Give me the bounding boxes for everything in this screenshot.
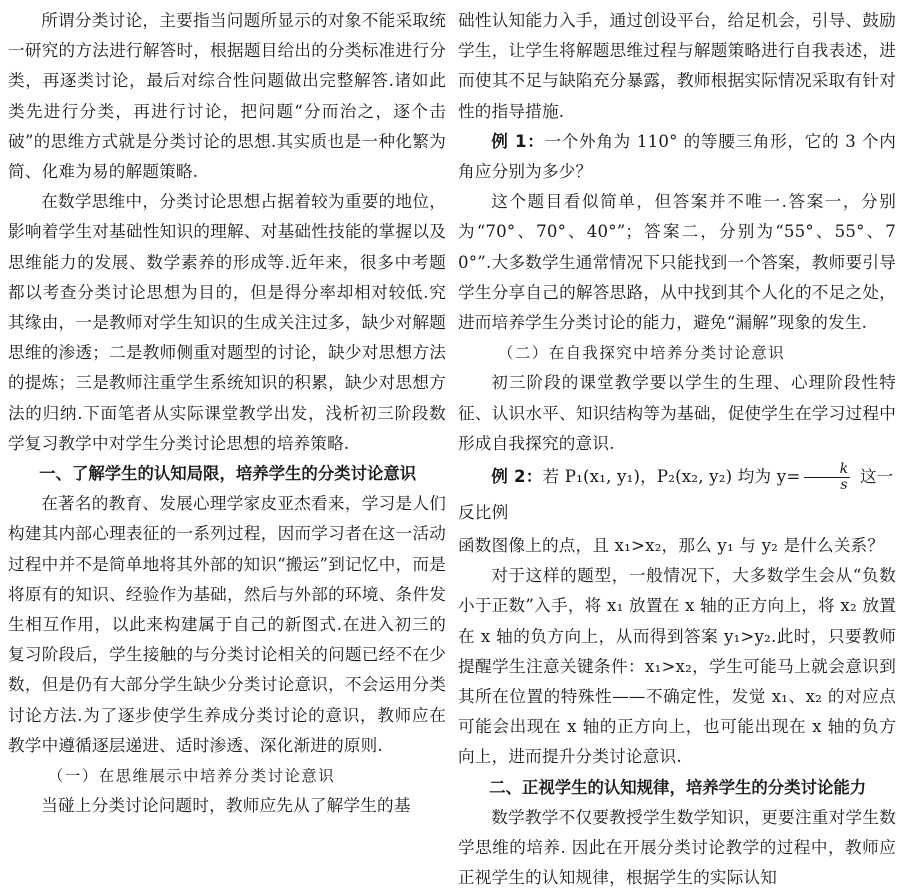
paragraph-importance: 在数学思维中，分类讨论思想占据着较为重要的地位，影响着学生对基础性知识的理解、对基础性技能的掌握以及思维能力的发展、数学素养的形成等.近年来，很多中考题都以考查分类讨论思想为目的，但是得分率却相对较低.究其缘由，一是教师对学生知识的生成关注过多，缺少对解题思维的渗透；二是教师侧重对题型的讨论，缺少对思想方法的提炼；三是教师注重学生系统知识的积累，缺少对思想方法的归纳.下面笔者从实际课堂教学出发，浅析初三阶段数学复习教学中对学生分类讨论思想的培养策略.: [8, 192, 446, 453]
paragraph-cognitive-rules: 数学教学不仅要教授学生数学知识，更要注重对学生数学思维的培养. 因此在开展分类讨论教学的过程中，教师应正视学生的认知规律，根据学生的实际认知: [458, 807, 896, 888]
paragraph-definition: 所谓分类讨论，主要指当问题所显示的对象不能采取统一研究的方法进行解答时，根据题目给出的分类标准进行分类，再逐类讨论，最后对综合性问题做出完整解答.诸如此类先进行分类，再进行讨论，把问题“分而治之，逐个击破”的思维方式就是分类讨论的思想.其实质也是一种化繁为简、化难为易的解题策略.: [8, 11, 446, 182]
subheading-1: （一）在思维展示中培养分类讨论意识: [48, 767, 336, 786]
example-1-label: 例 1：: [491, 131, 545, 151]
section-heading-1: 一、了解学生的认知局限，培养学生的分类讨论意识: [39, 464, 417, 484]
left-column: [8, 6, 446, 821]
example-2-pre: 若 P₁(x₁, y₁)，P₂(x₂, y₂) 均为 y=: [542, 467, 801, 487]
paragraph-piaget: 在著名的教育、发展心理学家皮亚杰看来，学习是人们构建其内部心理表征的一系列过程，因而学习者在这一活动过程中并不是简单地将其外部的知识“搬运”到记忆中，而是将原有的知识、经验作为基础，然后与外部的环境、条件发生相互作用，以此来构建属于自己的新图式.在进入初三的复习阶段后，学生接触的与分类讨论相关的问题已经不在少数，但是仍有大部分学生缺少分类讨论意识，不会运用分类讨论方法.为了逐步使学生养成分类讨论的意识，教师应在教学中遵循逐层递进、适时渗透、深化渐进的原则.: [8, 494, 446, 755]
example-2-post: 这一反比例: [458, 467, 894, 523]
fraction-numerator: k: [804, 462, 850, 478]
example-2: [458, 459, 896, 531]
paragraph-thinking-display-cont: 础性认知能力入手，通过创设平台，给足机会，引导、鼓励学生，让学生将解题思维过程与解题策略进行自我表述，进而使其不足与缺陷充分暴露，教师根据实际情况采取有针对性的指导措施.: [458, 11, 896, 121]
paragraph-example-1-answer: 这个题目看似简单，但答案并不唯一.答案一，分别为“70°、70°、40°”；答案二，分别为“55°、55°、70°”.大多数学生通常情况下只能找到一个答案，教师要引导学生分享自己的解答思路，从中找到其个人化的不足之处，进而培养学生分类讨论的能力，避免“漏解”现象的发生.: [458, 192, 896, 333]
paragraph-thinking-display: 当碰上分类讨论问题时，教师应先从了解学生的基: [41, 796, 411, 816]
paragraph-self-inquiry: 初三阶段的课堂教学要以学生的生理、心理阶段性特征、认识水平、知识结构等为基础，促使学生在学习过程中形成自我探究的意识.: [458, 373, 896, 453]
fraction-k-over-s: [804, 462, 850, 493]
example-2-line-2: 函数图像上的点，且 x₁>x₂，那么 y₁ 与 y₂ 是什么关系？: [458, 536, 885, 556]
subheading-2: （二）在自我探究中培养分类讨论意识: [498, 344, 786, 363]
section-heading-2: 二、正视学生的认知规律，培养学生的分类讨论能力: [489, 777, 867, 797]
example-1: [458, 127, 896, 187]
right-column: [458, 6, 896, 893]
fraction-denominator: s: [840, 477, 848, 494]
example-2-label: 例 2：: [491, 467, 543, 487]
paragraph-example-2-analysis: 对于这样的题型，一般情况下，大多数学生会从“负数小于正数”入手，将 x₁ 放置在 x 轴的正方向上，将 x₂ 放置在 x 轴的负方向上，从而得到答案 y₁>y₂.此时，只要教师提醒学生注意关键条件：x₁>x₂，学生可能马上就会意识到其所在位置的特殊性——不确定性，发觉 x₁、x₂ 的对应点可能会出现在 x 轴的正方向上，也可能出现在 x 轴的负方向上，进而提升分类讨论意识.: [458, 566, 896, 767]
example-1-text: 一个外角为 110° 的等腰三角形，它的 3 个内角应分别为多少？: [458, 131, 897, 182]
